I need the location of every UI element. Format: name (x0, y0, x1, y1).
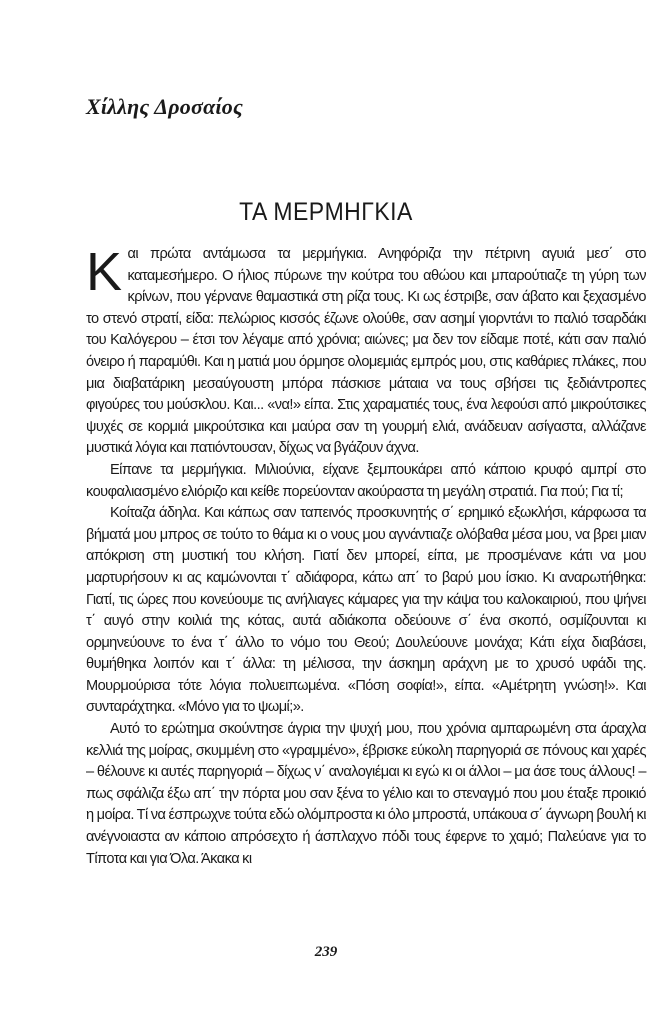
paragraph-3: Κοίταζα άδηλα. Και κάπως σαν ταπεινός προσκυνητής σ΄ ερημικό εξωκλήσι, κάρφωσα τα βήματά μου μπρος σε τούτο το θάμα κι ο νους μου αγνάντιαζε ολόβαθα μέσα μου, να βρει μιαν απόκριση στη μυστική του κλήση. Γιατί δεν μπορεί, είπα, με προσμένανε κάτι να μου μαρτυρήσουν κι ας καμώνονται τ΄ αδιάφορα, κάτω απ΄ το βαρύ μου ίσκιο. Κι αναρωτήθηκα: Γιατί, τις ώρες που κονεύουμε τις ανήλιαγες κάμαρες για την κάψα του καλοκαιριού, που ψήνει τ΄ αυγό στην κοιλιά της κότας, αυτά αδιάκοπα οδεύουνε σ΄ ένα σκοπό, οσμίζουνται κι ορμηνεύουνε το ένα τ΄ άλλο το νόμο του Θεού; Δουλεύουνε μονάχα; Κάτι είχα διαβάσει, θυμήθηκα λοιπόν και τ΄ άλλα: τη μέλισσα, την άσκημη αράχνη με το χρυσό υφάδι της. Μουρμούρισα τότε λόγια πολυειπωμένα. «Πόση σοφία!», είπα. «Αμέτρητη γνώση!». Και συνταράχτηκα. «Μόνο για το ψωμί;». (86, 505, 646, 716)
body-text (86, 244, 646, 870)
page-number: 239 (314, 944, 338, 960)
paragraph-1-text: αι πρώτα αντάμωσα τα μερμήγκια. Ανηφόριζα την πέτρινη αγυιά μεσ΄ στο καταμεσήμερο. Ο ήλιος πύρωνε την κούτρα του αθώου και μπαρούτιαζε τη γύρη των κρίνων, που γέρνανε θαμαστικά στη ρίζα τους. Κι ως έστριβε, σαν άβατο και ξεχασμένο το στενό στρατί, είδα: πελώριος κισσός έζωνε ολούθε, σαν ασημί γιορντάνι το παλιό τσαρδάκι του Καλόγερου – έτσι τον λέγαμε από χρόνια; αιώνες; μα δεν τον είδαμε ποτέ, κάτι σαν παλιό όνειρο ή παραμύθι. Και η ματιά μου όρμησε ολομεμιάς εμπρός μου, στις καθάριες πλάκες, που μια διαβατάρικη μεσαύγουστη μπόρα πάσκισε μάταια να τους σβήσει τις ξεδιάντροπες φιγούρες του μούσκλου. Και... «να!» είπα. Στις χαραματιές τους, ένα λεφούσι από μικρούτσικες ψυχές σε κορμιά μικρούτσικα και μαύρα σαν τη γουρμή ελιά, ανάδευαν ασίγαστα, αλλάζανε μυστικά λόγια και πατιόντουσαν, δίχως να βγάζουν άχνα. (86, 246, 646, 457)
author-name: Χίλλης Δροσαίος (86, 94, 243, 119)
paragraph-4: Αυτό το ερώτημα σκούντησε άγρια την ψυχή μου, που χρόνια αμπαρωμένη στα άραχλα κελλιά της μοίρας, σκυμμένη στο «γραμμένο», έβρισκε εύκολη παρηγοριά σε πόνους και χαρές – θέλουνε κι αυτές παρηγοριά – δίχως ν΄ αναλογιέμαι κι εγώ κι οι άλλοι – μα άσε τους άλλους! – πως σφάλιζα έξω απ΄ την πόρτα μου σαν ξένα το γέλιο και το στεναγμό που μου έταξε προικιό η μοίρα. Τί να έσπρωχνε τούτα εδώ ολόμπροστα κι όλο μπροστά, υπάκουα σ΄ άγνωρη βουλή κι ανέγνοιαστα αν κάποιο απρόσεχτο ή άσπλαχνο πόδι τους έφερνε το χαμό; Παλεύανε για το Τίποτα και για Όλα. Άκακα κι (86, 721, 646, 867)
chapter-title: ΤΑ ΜΕΡΜΗΓΚΙΑ (239, 198, 413, 226)
paragraph-1 (86, 244, 646, 460)
drop-cap: Κ (86, 242, 122, 302)
paragraph-2: Είπανε τα μερμήγκια. Μιλιούνια, είχανε ξεμπουκάρει από κάποιο κρυφό αμπρί στο κουφαλιασμένο ελιόριζο και κείθε πορεύονταν ακούραστα τη μεγάλη στρατιά. Για πού; Για τί; (86, 461, 646, 500)
